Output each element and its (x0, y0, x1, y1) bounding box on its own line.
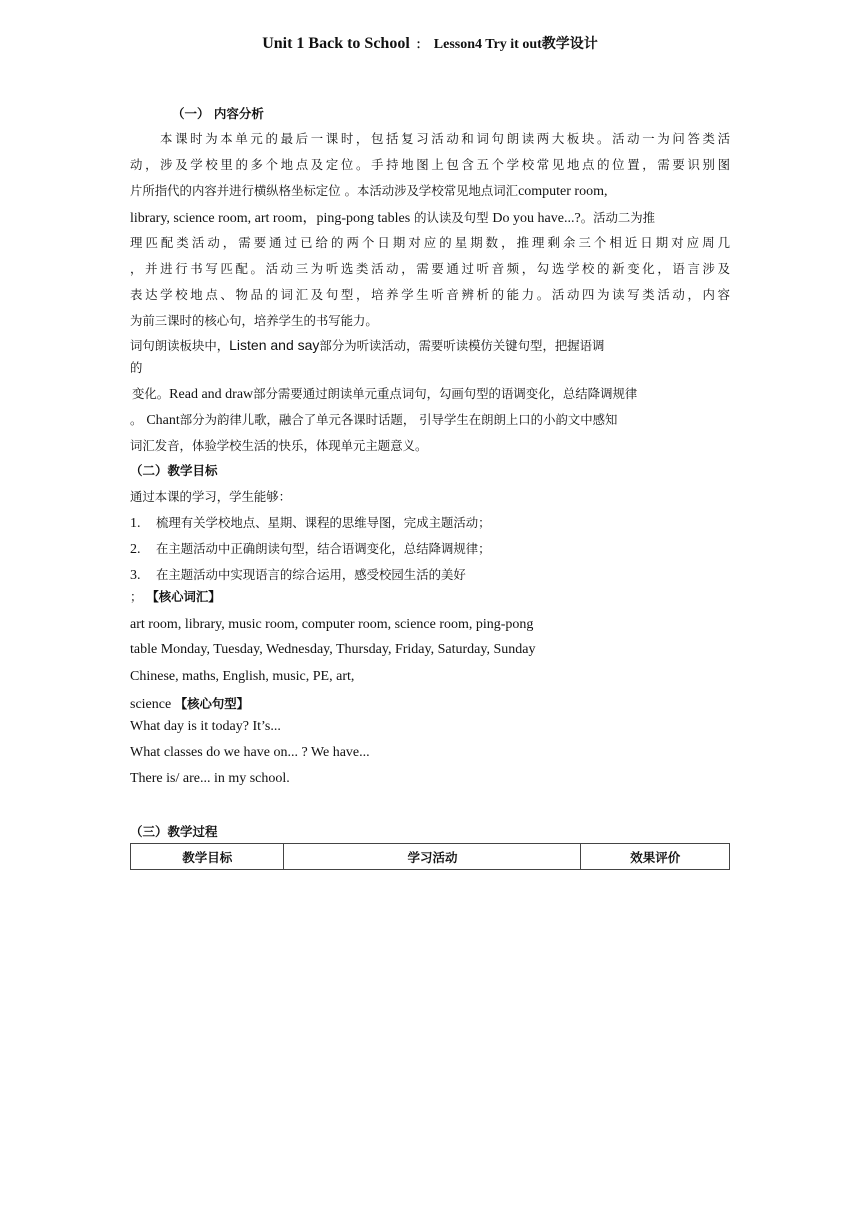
vocab-line: art room, library, music room, computer room, science room, ping-pong (130, 617, 534, 632)
goal-number: 1. (130, 516, 141, 531)
paragraph-text: 的认读及句型 (410, 210, 493, 225)
title-sub: Lesson4 Try it out教学设计 (433, 37, 598, 52)
goal-item (130, 513, 730, 532)
paragraph-english: Chant (146, 413, 180, 428)
table-header-evaluation: 效果评价 (581, 844, 730, 870)
paragraph-line (130, 410, 730, 429)
paragraph-line (130, 181, 730, 200)
table-header-row (131, 844, 730, 870)
pattern-line: What day is it today? It’s... (130, 719, 281, 734)
paragraph-english: computer room, (518, 184, 608, 199)
goal-text: 在主题活动中正确朗读句型，结合语调变化，总结降调规律； (156, 541, 491, 556)
teaching-process-table (130, 843, 730, 870)
section-heading-teaching-process: （三）教学过程 (130, 824, 218, 839)
goals-intro: 通过本课的学习，学生能够： (130, 489, 292, 504)
paragraph-english: library, science room, art room，ping-pong tables (130, 211, 411, 226)
paragraph-english: Do you have...? (492, 211, 581, 226)
pattern-line: There is/ are... in my school. (130, 771, 290, 786)
goal-terminator: ； (130, 589, 147, 604)
paragraph-text: 部分为韵律儿歌，融合了单元各课时话题， 引导学生在朗朗上口的小韵文中感知 (179, 412, 618, 427)
paragraph-line: 本课时为本单元的最后一课时，包括复习活动和词句朗读两大板块。活动一为问答类活 (160, 131, 730, 146)
paragraph-text: 变化。 (132, 386, 170, 401)
paragraph-line: 词汇发音，体验学校生活的快乐，体现单元主题意义。 (130, 438, 428, 453)
table-header-goal: 教学目标 (131, 844, 284, 870)
goal-number: 2. (130, 542, 141, 557)
section-heading-content-analysis: （一） 内容分析 (172, 106, 264, 121)
vocab-word: science (130, 697, 172, 712)
paragraph-english: Read and draw (169, 387, 254, 402)
title-main: Unit 1 Back to School (262, 35, 410, 52)
goal-item (130, 539, 730, 558)
document-title (0, 33, 860, 53)
paragraph-text: 部分为听读活动，需要听读模仿关键句型，把握语调 (319, 338, 605, 353)
paragraph-text: 。活动二为推 (580, 210, 656, 225)
paragraph-line (132, 384, 732, 403)
paragraph-line: 的 (130, 360, 143, 375)
vocab-line (130, 694, 249, 713)
pattern-line: What classes do we have on... ? We have... (130, 745, 370, 760)
title-separator: ： (415, 37, 428, 51)
table-header-activity: 学习活动 (284, 844, 581, 870)
goal-text: 梳理有关学校地点、星期、课程的思维导图，完成主题活动； (156, 515, 491, 530)
vocab-line: table Monday, Tuesday, Wednesday, Thursday, Friday, Saturday, Sunday (130, 642, 536, 657)
vocab-label-line (130, 587, 730, 605)
paragraph-text: 。 (130, 412, 147, 427)
paragraph-line: 为前三课时的核心句，培养学生的书写能力。 (130, 313, 378, 328)
paragraph-line: 表达学校地点、物品的词汇及句型，培养学生听音辨析的能力。活动四为读写类活动，内容 (130, 287, 730, 302)
goal-item (130, 565, 730, 584)
paragraph-text: 片所指代的内容并进行横纵格坐标定位 。本活动涉及学校常见地点词汇 (130, 183, 519, 198)
goal-number: 3. (130, 568, 141, 583)
core-vocab-label: 【核心词汇】 (146, 589, 221, 604)
vocab-line: Chinese, maths, English, music, PE, art, (130, 669, 355, 684)
paragraph-text: 词句朗读板块中， (130, 338, 230, 353)
paragraph-line: 理匹配类活动，需要通过已给的两个日期对应的星期数，推理剩余三个相近日期对应周几 (130, 235, 730, 250)
paragraph-text: 部分需要通过朗读单元重点词句，勾画句型的语调变化，总结降调规律 (253, 386, 638, 401)
paragraph-line (130, 207, 730, 227)
paragraph-english: Listen and say (229, 337, 320, 353)
paragraph-line: ，并进行书写匹配。活动三为听选类活动，需要通过听音频，勾选学校的新变化，语言涉及 (130, 261, 730, 276)
core-pattern-label: 【核心句型】 (174, 696, 250, 711)
paragraph-line (130, 336, 730, 354)
paragraph-line: 动，涉及学校里的多个地点及定位。手持地图上包含五个学校常见地点的位置，需要识别图 (130, 157, 730, 172)
section-heading-teaching-goals: （二）教学目标 (130, 463, 218, 478)
goal-text: 在主题活动中实现语言的综合运用，感受校园生活的美好 (156, 567, 466, 582)
